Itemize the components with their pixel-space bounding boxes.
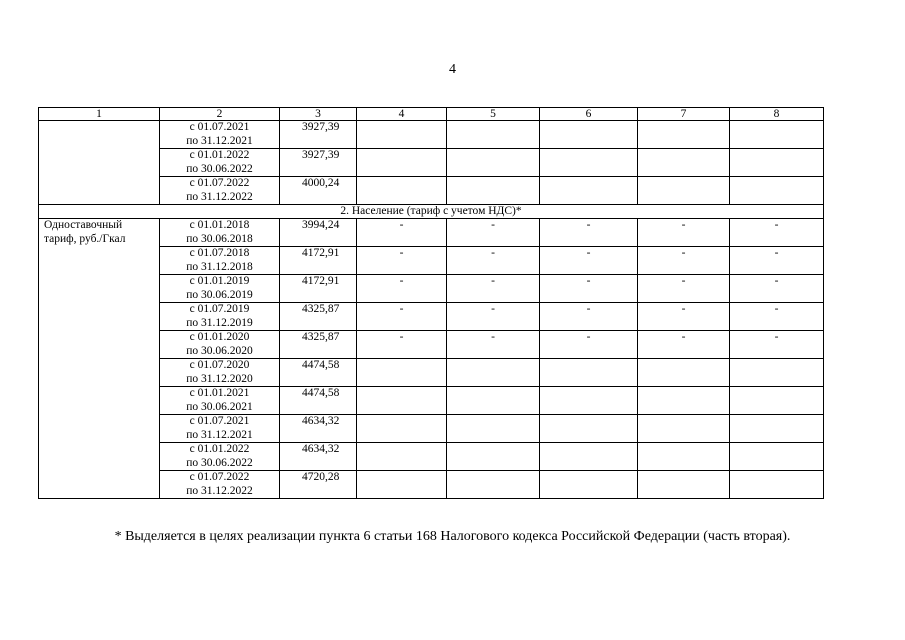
col-6-cell: [540, 415, 638, 443]
col-8-cell: -: [730, 219, 824, 247]
col-7-cell: [638, 121, 730, 149]
col-6-cell: [540, 359, 638, 387]
period-from: с 01.01.2022: [189, 443, 250, 455]
col-4-cell: -: [357, 303, 447, 331]
period-cell: [160, 177, 280, 205]
tariff-type-label-line: Одноставочный: [44, 219, 123, 231]
period-cell: [160, 121, 280, 149]
period-to: по 31.12.2019: [186, 316, 253, 329]
col-7-cell: [638, 443, 730, 471]
period-from: с 01.01.2018: [189, 219, 250, 231]
col-8-cell: -: [730, 275, 824, 303]
period-from: с 01.07.2021: [189, 121, 250, 133]
col-7-cell: [638, 415, 730, 443]
col-8-cell: -: [730, 247, 824, 275]
col-5-cell: -: [447, 275, 540, 303]
tariff-value-cell: 4720,28: [280, 471, 357, 499]
table-body: [39, 108, 824, 499]
category-cell-continued: [39, 121, 160, 205]
period-from: с 01.07.2018: [189, 247, 250, 259]
col-5-cell: -: [447, 331, 540, 359]
period-to: по 30.06.2022: [186, 162, 253, 175]
col-4-cell: -: [357, 219, 447, 247]
tariff-value-cell: 4172,91: [280, 275, 357, 303]
page-number: 4: [449, 62, 456, 77]
tariff-table: [38, 107, 824, 499]
period-from: с 01.07.2022: [189, 177, 250, 189]
tariff-value-cell: 4325,87: [280, 331, 357, 359]
col-5-cell: -: [447, 303, 540, 331]
period-cell: [160, 359, 280, 387]
tariff-value-cell: 4474,58: [280, 387, 357, 415]
section-heading-row: [39, 205, 824, 219]
col-7-cell: -: [638, 275, 730, 303]
tariff-value-cell: 4172,91: [280, 247, 357, 275]
col-5-cell: [447, 443, 540, 471]
tariff-type-label-line: тариф, руб./Гкал: [44, 232, 126, 245]
period-cell: [160, 387, 280, 415]
period-cell: [160, 443, 280, 471]
col-4-cell: [357, 471, 447, 499]
col-4-cell: [357, 359, 447, 387]
period-from: с 01.01.2020: [189, 331, 250, 343]
col-5-cell: [447, 149, 540, 177]
col-4-cell: [357, 177, 447, 205]
col-5-cell: [447, 121, 540, 149]
col-8-cell: [730, 149, 824, 177]
tariff-value-cell: 4474,58: [280, 359, 357, 387]
col-5-cell: [447, 415, 540, 443]
col-6-cell: [540, 177, 638, 205]
period-cell: [160, 415, 280, 443]
col-8-cell: [730, 415, 824, 443]
tariff-type-label: [39, 219, 160, 499]
col-6-cell: [540, 121, 638, 149]
period-to: по 30.06.2020: [186, 344, 253, 357]
tariff-value-cell: 4634,32: [280, 415, 357, 443]
col-4-cell: [357, 121, 447, 149]
header-row: [39, 108, 824, 121]
header-cell: 4: [357, 108, 447, 121]
col-4-cell: [357, 443, 447, 471]
period-to: по 31.12.2021: [186, 428, 253, 441]
period-from: с 01.01.2019: [189, 275, 250, 287]
period-cell: [160, 303, 280, 331]
col-6-cell: [540, 387, 638, 415]
header-cell: 8: [730, 108, 824, 121]
period-cell: [160, 471, 280, 499]
period-to: по 31.12.2022: [186, 190, 253, 203]
col-7-cell: [638, 359, 730, 387]
col-5-cell: [447, 359, 540, 387]
period-cell: [160, 219, 280, 247]
period-to: по 31.12.2018: [186, 260, 253, 273]
col-6-cell: [540, 443, 638, 471]
col-6-cell: -: [540, 219, 638, 247]
col-8-cell: [730, 177, 824, 205]
col-4-cell: -: [357, 247, 447, 275]
col-8-cell: -: [730, 331, 824, 359]
table-row: [39, 219, 824, 247]
col-8-cell: [730, 387, 824, 415]
col-7-cell: -: [638, 219, 730, 247]
col-8-cell: [730, 359, 824, 387]
header-cell: 1: [39, 108, 160, 121]
col-6-cell: -: [540, 247, 638, 275]
header-cell: 2: [160, 108, 280, 121]
header-cell: 6: [540, 108, 638, 121]
col-7-cell: -: [638, 247, 730, 275]
col-4-cell: -: [357, 275, 447, 303]
col-7-cell: -: [638, 303, 730, 331]
period-cell: [160, 247, 280, 275]
period-from: с 01.07.2019: [189, 303, 250, 315]
col-4-cell: [357, 149, 447, 177]
period-to: по 30.06.2022: [186, 456, 253, 469]
header-cell: 3: [280, 108, 357, 121]
col-7-cell: [638, 387, 730, 415]
period-from: с 01.01.2021: [189, 387, 250, 399]
tariff-value-cell: 4634,32: [280, 443, 357, 471]
col-8-cell: [730, 443, 824, 471]
col-5-cell: -: [447, 247, 540, 275]
col-5-cell: [447, 387, 540, 415]
col-7-cell: [638, 471, 730, 499]
col-8-cell: -: [730, 303, 824, 331]
col-7-cell: [638, 177, 730, 205]
period-from: с 01.07.2022: [189, 471, 250, 483]
period-to: по 30.06.2018: [186, 232, 253, 245]
table-row: [39, 121, 824, 149]
header-cell: 7: [638, 108, 730, 121]
period-to: по 31.12.2020: [186, 372, 253, 385]
col-8-cell: [730, 471, 824, 499]
period-cell: [160, 149, 280, 177]
tariff-value-cell: 3927,39: [280, 121, 357, 149]
col-4-cell: -: [357, 331, 447, 359]
col-6-cell: [540, 149, 638, 177]
footnote: * Выделяется в целях реализации пункта 6 статьи 168 Налогового кодекса Российской Федерации (часть вторая).: [114, 529, 791, 544]
period-cell: [160, 275, 280, 303]
section-title: 2. Население (тариф с учетом НДС)*: [39, 205, 824, 219]
period-to: по 30.06.2019: [186, 288, 253, 301]
col-6-cell: -: [540, 331, 638, 359]
col-4-cell: [357, 415, 447, 443]
col-7-cell: [638, 149, 730, 177]
period-from: с 01.07.2020: [189, 359, 250, 371]
period-cell: [160, 331, 280, 359]
tariff-value-cell: 3927,39: [280, 149, 357, 177]
tariff-value-cell: 3994,24: [280, 219, 357, 247]
header-cell: 5: [447, 108, 540, 121]
tariff-value-cell: 4000,24: [280, 177, 357, 205]
col-8-cell: [730, 121, 824, 149]
period-from: с 01.01.2022: [189, 149, 250, 161]
period-to: по 31.12.2021: [186, 134, 253, 147]
period-to: по 31.12.2022: [186, 484, 253, 497]
col-5-cell: [447, 177, 540, 205]
col-5-cell: -: [447, 219, 540, 247]
col-6-cell: [540, 471, 638, 499]
col-6-cell: -: [540, 275, 638, 303]
tariff-value-cell: 4325,87: [280, 303, 357, 331]
period-from: с 01.07.2021: [189, 415, 250, 427]
col-7-cell: -: [638, 331, 730, 359]
col-4-cell: [357, 387, 447, 415]
col-6-cell: -: [540, 303, 638, 331]
col-5-cell: [447, 471, 540, 499]
period-to: по 30.06.2021: [186, 400, 253, 413]
